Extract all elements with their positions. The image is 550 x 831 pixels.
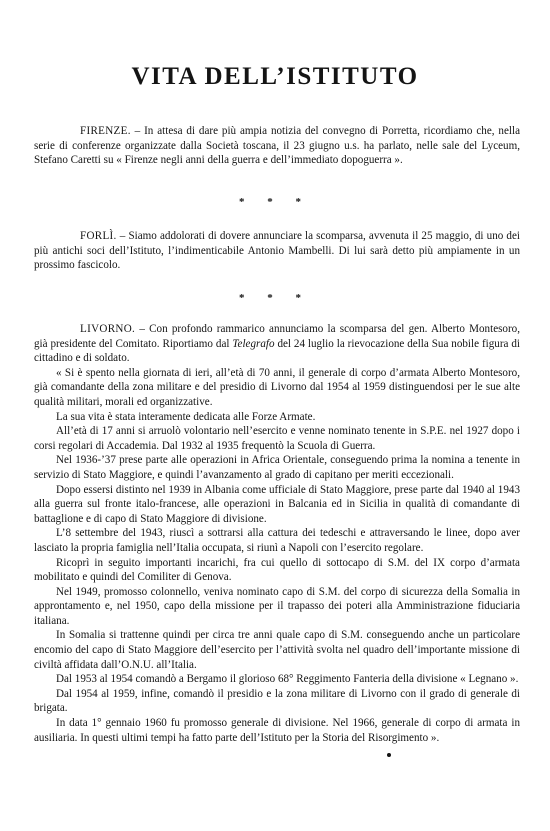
livorno-lead-paragraph (34, 322, 520, 366)
livorno-paragraph: « Si è spento nella giornata di ieri, all’età di 70 anni, il generale di corpo d’armata Alberto Montesoro, già comandante della zona militare e del presidio di Livorno dal 1954 al 1959 distinguendosi per le sue alte qualità militari, morali ed organizzative. (34, 366, 520, 408)
livorno-paragraph: Dal 1953 al 1954 comandò a Bergamo il glorioso 68° Reggimento Fanteria della divisione « Legnano ». (56, 673, 519, 686)
separator-2: * * * (239, 292, 311, 304)
section-forli (34, 229, 520, 273)
section-firenze (34, 124, 520, 168)
firenze-text: – In attesa di dare più ampia notizia del convegno di Porretta, ricordiamo che, nella serie di conferenze organizzate dalla Società toscana, il 23 giugno u.s. ha parlato, nelle sale del Lyceum, Stefano Caretti su « Firenze negli anni della guerra e dell’immediato dopoguerra ». (34, 125, 520, 167)
livorno-paragraph: L’8 settembre del 1943, riuscì a sottrarsi alla cattura dei tedeschi e attraversando le linee, dopo aver lasciato la propria famiglia nell’Italia occupata, si riunì a Napoli con l’esercito regolare. (34, 527, 520, 554)
forli-text: – Siamo addolorati di dovere annunciare la scomparsa, avvenuta il 25 maggio, di uno dei più antichi soci dell’Istituto, l’indimenticabile Antonio Mambelli. Di lui sarà detto più ampiamente in un prossimo fascicolo. (34, 230, 520, 272)
firenze-city: FIRENZE. (80, 125, 131, 137)
livorno-paragraph: La sua vita è stata interamente dedicata alle Forze Armate. (56, 410, 316, 423)
forli-paragraph (34, 229, 520, 273)
firenze-paragraph (34, 124, 520, 168)
livorno-paragraph: Nel 1949, promosso colonnello, veniva nominato capo di S.M. del corpo di sicurezza della Somalia in approntamento e, nel 1950, capo della missione per il trapasso dei poteri alla Amministrazione fiduciaria italiana. (34, 585, 520, 627)
section-livorno (34, 322, 520, 745)
livorno-paragraph: Nel 1936-’37 prese parte alle operazioni in Africa Orientale, conseguendo prima la nomina a tenente in servizio di Stato Maggiore, e quindi l’avanzamento al grado di capitano per meriti eccezionali. (34, 454, 520, 481)
livorno-paragraph: In data 1° gennaio 1960 fu promosso generale di divisione. Nel 1966, generale di corpo di armata in ausiliaria. In questi ultimi tempi ha fatto parte dell’Istituto per la Storia del Risorgimento ». (34, 717, 520, 744)
livorno-city: LIVORNO. (80, 323, 136, 335)
newspaper-name: Telegrafo (232, 337, 275, 350)
ink-speck (387, 753, 391, 757)
livorno-paragraph: Ricoprì in seguito importanti incarichi, fra cui quello di sottocapo di S.M. del IX corpo d’armata mobilitato e quindi del Comiliter di Genova. (34, 556, 520, 584)
page-title: VITA DELL’ISTITUTO (131, 63, 419, 90)
forli-city: FORLÌ. (80, 230, 117, 242)
livorno-paragraph: In Somalia si trattenne quindi per circa tre anni quale capo di S.M. conseguendo anche un particolare encomio del capo di Stato Maggiore dell’esercito per l’attività svolta nel quadro dell’importante missione di civiltà affidata dall’O.N.U. all’Italia. (34, 629, 520, 671)
livorno-lead-after: del 24 luglio la rievocazione della Sua nobile figura di cittadino e di soldato. (34, 337, 520, 365)
livorno-lead-before: – Con profondo rammarico annunciamo la scomparsa del gen. Alberto Montesoro, già presidente del Comitato. Riportiamo dal (34, 323, 520, 350)
separator-1: * * * (239, 196, 311, 208)
livorno-paragraph: Dal 1954 al 1959, infine, comandò il presidio e la zona militare di Livorno con il grado di generale di brigata. (34, 687, 520, 715)
livorno-paragraph: Dopo essersi distinto nel 1939 in Albania come ufficiale di Stato Maggiore, prese parte dal 1940 al 1943 alla guerra sul fronte italo-francese, alle operazioni in Balcania ed in Sicilia in qualità di comandante di battaglione e di capo di Stato Maggiore di divisione. (34, 483, 520, 525)
livorno-paragraph: All’età di 17 anni si arruolò volontario nell’esercito e venne nominato tenente in S.P.E. nel 1927 dopo i corsi regolari di Accademia. Dal 1932 al 1935 frequentò la Scuola di Guerra. (34, 425, 520, 452)
